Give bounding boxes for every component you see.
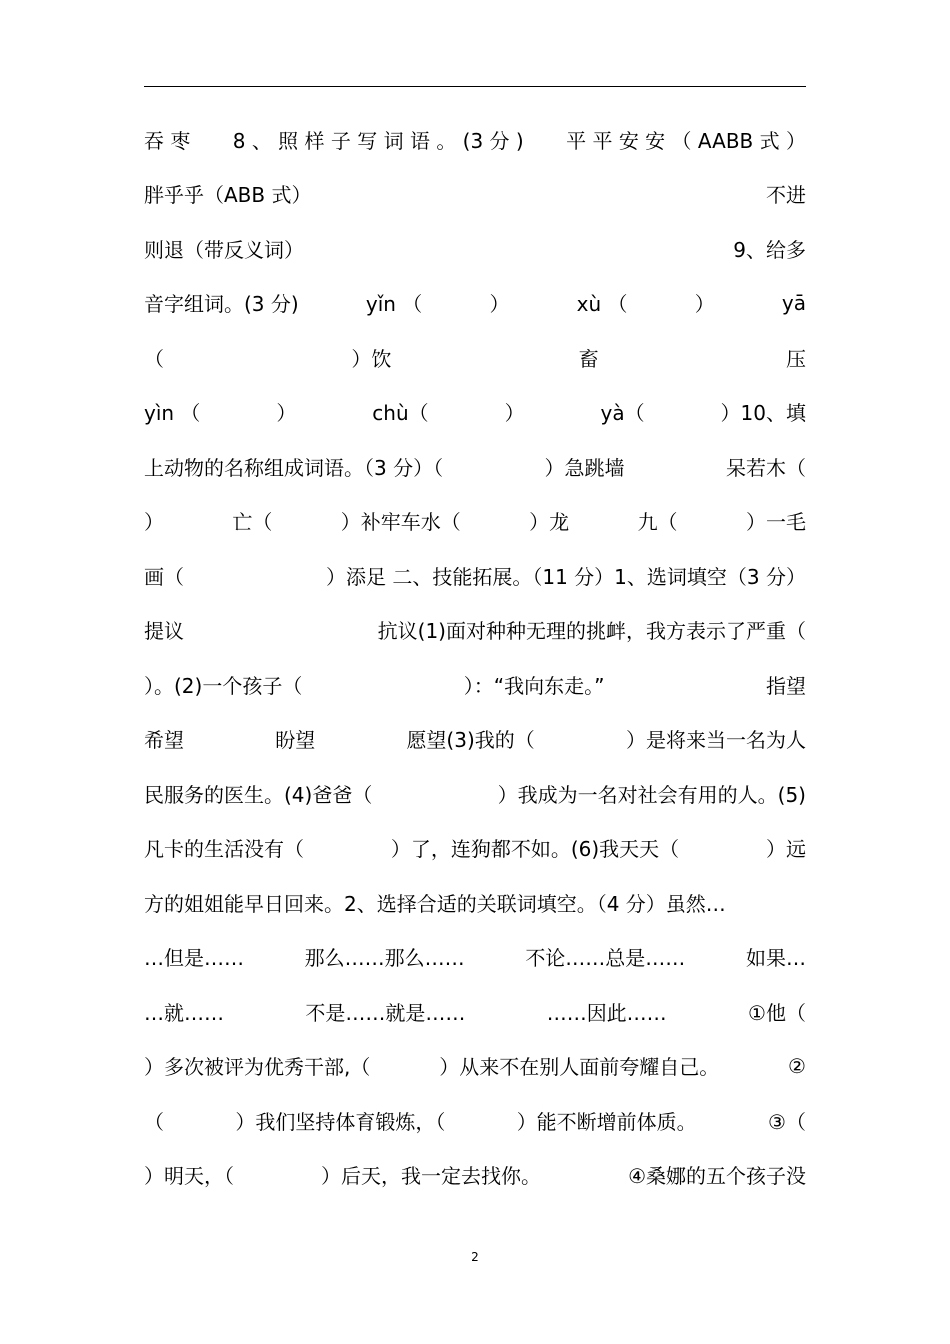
text-segment: 吞 枣 <box>144 128 191 153</box>
text-segment: （ <box>144 346 164 371</box>
text-segment: 希望 <box>144 728 184 752</box>
text-line <box>144 1159 806 1191</box>
text-line <box>144 232 806 264</box>
page-number: 2 <box>471 1250 479 1264</box>
text-segment: ）我们坚持体育锻炼，（ <box>235 1109 446 1134</box>
text-line <box>144 559 806 591</box>
text-line <box>144 341 806 373</box>
text-line <box>144 450 806 482</box>
text-segment: yā <box>781 290 806 315</box>
text-line <box>144 777 806 809</box>
text-segment: 亡（ <box>232 510 273 534</box>
header-rule <box>144 86 806 87</box>
text-segment: ③（ <box>768 1109 806 1134</box>
text-segment: …但是…… <box>144 946 244 970</box>
text-line <box>144 614 806 646</box>
text-segment: ）后天，我一定去找你。 <box>321 1164 542 1188</box>
text-segment: ④桑娜的五个孩子没 <box>628 1164 806 1188</box>
text-segment: 9、给多 <box>733 237 806 262</box>
text-segment: 九（ <box>637 510 678 534</box>
text-segment: …就…… <box>144 1000 224 1025</box>
text-segment: ）龙 <box>529 510 570 534</box>
text-line <box>144 505 806 537</box>
text-segment: yǐn （ <box>365 292 423 316</box>
text-segment: 畜 <box>578 346 599 371</box>
text-line <box>144 941 806 973</box>
text-segment: 上动物的名称组成词语。（3 分）（ <box>144 455 444 480</box>
text-segment: ）一毛 <box>745 510 806 534</box>
text-segment: ）添足 二、技能拓展。（11 分）1、选词填空（3 分） <box>326 564 806 589</box>
text-segment: 不论……总是…… <box>525 946 686 970</box>
text-segment: ）远 <box>766 837 806 861</box>
text-segment: ①他（ <box>748 1000 806 1025</box>
text-segment: 盼望 <box>275 728 316 752</box>
text-line <box>144 668 806 700</box>
text-line <box>144 995 806 1027</box>
text-segment: ）明天，（ <box>144 1164 234 1188</box>
text-segment: 如果… <box>745 946 806 970</box>
text-segment: ）补牢车水（ <box>340 510 461 534</box>
text-line <box>144 886 806 918</box>
text-segment: ） <box>276 401 297 425</box>
text-segment: 抗议(1)面对种种无理的挑衅，我方表示了严重（ <box>377 619 806 643</box>
text-segment: 音字组词。(3 分) <box>144 292 299 316</box>
text-segment: xù （ <box>576 292 628 316</box>
text-segment: ） <box>504 401 525 425</box>
text-segment: ）能不断增前体质。 <box>516 1109 697 1134</box>
text-segment: yìn （ <box>144 401 201 425</box>
text-segment: ） <box>489 292 510 316</box>
text-segment: ）从来不在别人面前夸耀自己。 <box>439 1055 720 1079</box>
text-line <box>144 1104 806 1136</box>
text-segment: ）我成为一名对社会有用的人。(5) <box>497 782 806 807</box>
text-segment: 凡卡的生活没有（ <box>144 837 304 861</box>
text-segment: ）：“我向东走。” <box>463 673 605 698</box>
text-segment: 画（ <box>144 564 184 589</box>
text-line <box>144 832 806 864</box>
text-segment: ……因此…… <box>546 1000 667 1025</box>
text-line <box>144 723 806 755</box>
text-line <box>144 123 806 155</box>
text-segment: ② <box>788 1053 806 1078</box>
text-segment: ）是将来当一名为人 <box>626 728 806 752</box>
text-segment: 民服务的医生。(4)爸爸（ <box>144 782 373 807</box>
text-segment: ）急跳墙 <box>544 455 625 480</box>
text-segment: 不进 <box>766 183 806 207</box>
text-segment: 不是……就是…… <box>305 1000 466 1025</box>
text-line <box>144 396 806 428</box>
text-segment: ）。(2)一个孩子（ <box>144 673 303 698</box>
text-segment: 8 、 照 样 子 写 词 语 。 (3 分 ) <box>232 128 524 153</box>
text-segment: ） <box>144 510 164 534</box>
text-segment: 压 <box>785 346 806 371</box>
text-segment: ）多次被评为优秀干部,（ <box>144 1055 371 1079</box>
text-segment: ）了，连狗都不如。(6)我天天（ <box>390 837 680 861</box>
text-line <box>144 178 806 210</box>
text-line <box>144 1050 806 1082</box>
text-segment: 愿望(3)我的（ <box>406 728 535 752</box>
text-segment: 指望 <box>765 673 806 698</box>
text-segment: ）饮 <box>351 346 392 371</box>
text-segment: 提议 <box>144 619 184 643</box>
text-segment: yà（ <box>600 401 645 425</box>
text-segment: 平 平 安 安 （ AABB 式 ） <box>566 128 806 153</box>
text-segment: 则退（带反义词） <box>144 237 304 262</box>
text-segment: 方的姐姐能早日回来。2、选择合适的关联词填空。（4 分）虽然… <box>144 891 726 916</box>
text-segment: ） <box>694 292 715 316</box>
text-segment: 胖乎乎（ABB 式） <box>144 183 312 207</box>
text-line <box>144 287 806 319</box>
text-segment: 呆若木（ <box>726 455 806 480</box>
text-segment: chù（ <box>372 401 429 425</box>
text-segment: 那么……那么…… <box>304 946 465 970</box>
text-segment: ）10、填 <box>720 401 806 425</box>
text-segment: （ <box>144 1109 164 1134</box>
